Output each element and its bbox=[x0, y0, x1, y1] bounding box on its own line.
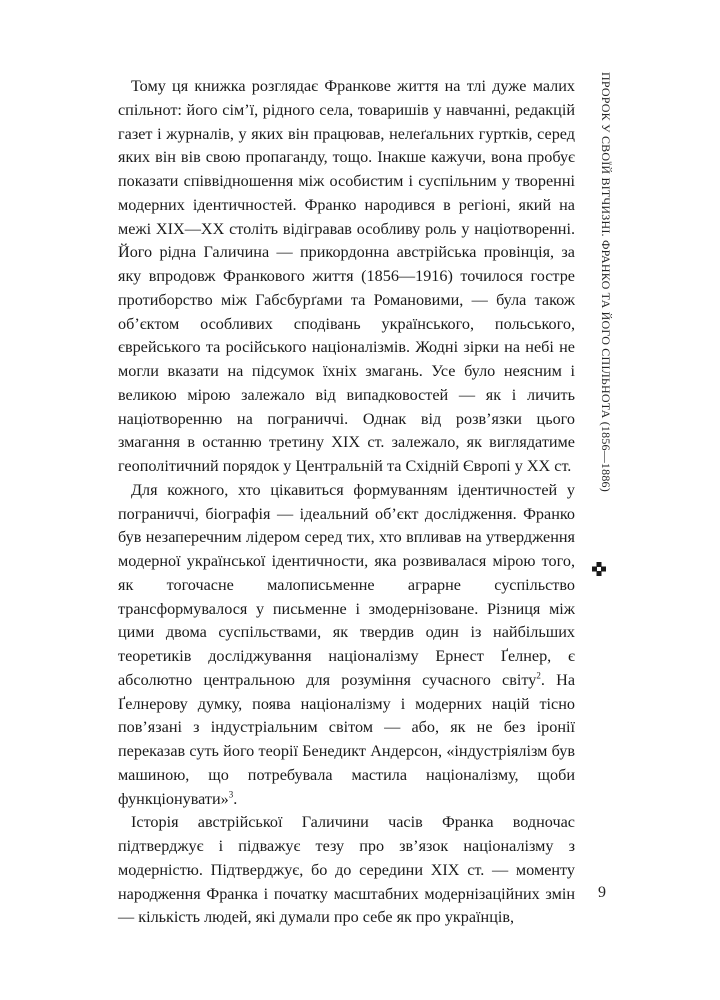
body-text bbox=[118, 75, 575, 930]
paragraph-1 bbox=[118, 75, 575, 479]
paragraph-2-text: Для кожного, хто цікавиться формуванням ідентичностей у пограниччі, біографія — ідеальний об’єкт дослідження. Франко був незаперечним лідером серед тих, хто впливав на утвердження модерної української ідентичности, яка розвивалася мірою того, як тогочасне малописьменне аграрне суспільство трансформувалося у письменне і змодернізоване. Різниця між цими двома суспільствами, як твердив один із найбільших теоретиків досліджування націоналізму Ернест Ґелнер, є абсолютно центральною для розуміння сучасного світу bbox=[118, 480, 575, 689]
page-number: 9 bbox=[598, 884, 606, 901]
four-square-ornament-icon bbox=[592, 562, 606, 576]
paragraph-3-text: Історія австрійської Галичини часів Франка водночас підтверджує і підважує тезу про зв’язок націоналізму з модерністю. Підтверджує, бо до середини XIX ст. — моменту народження Франка і початку масштабних модернізаційних змін — кількість людей, які думали про себе як про українців, bbox=[118, 813, 575, 927]
running-head: ПРОРОК У СВОЇЙ ВІТЧИЗНІ. ФРАНКО ТА ЙОГО СПІЛЬНОТА (1856—1886) bbox=[599, 72, 613, 492]
paragraph-2-text-end: . bbox=[233, 789, 238, 808]
paragraph-2 bbox=[118, 479, 575, 812]
footnote-ref-2[interactable]: 2 bbox=[536, 670, 541, 681]
paragraph-1-text: Тому ця книжка розглядає Франкове життя на тлі дуже малих спільнот: його сім’ї, рідного села, товаришів у навчанні, редакцій газет і журналів, у яких він працював, нелеґальних гуртків, серед яких він вів свою пропаганду, тощо. Інакше кажучи, вона пробує показати співвідношення між особистим і суспільним у творенні модерних ідентичностей. Франко народився в регіоні, який на межі XIX—XX століть відігравав особливу роль у націотворенні. Його рідна Галичина — прикордонна австрійська провінція, за яку впродовж Франкового життя (1856—1916) точилося гостре протиборство між Габсбурґами та Романовими, — була також об’єктом особливих сподівань українського, польського, єврейського та російського націоналізмів. Жодні зірки на небі не могли вказати на підсумок їхніх змагань. Усе було неясним і великою мірою залежало від випадковостей — як і личить націотворенню на пограниччі. Однак від розв’язки цього змагання в останню третину XIX ст. залежало, як виглядатиме геополітичний порядок у Центральній та Східній Європі у XX ст. bbox=[118, 77, 575, 475]
paragraph-2-text-cont: . На Ґелнерову думку, поява націоналізму і модерних націй тісно пов’язані з індустріальним світом — або, як не без іронії переказав суть його теорії Бенедикт Андерсон, «індустріялізм був машиною, що потребувала мастила націоналізму, щоби функціонувати» bbox=[118, 670, 576, 808]
paragraph-3 bbox=[118, 811, 575, 930]
footnote-ref-3[interactable]: 3 bbox=[228, 789, 234, 800]
